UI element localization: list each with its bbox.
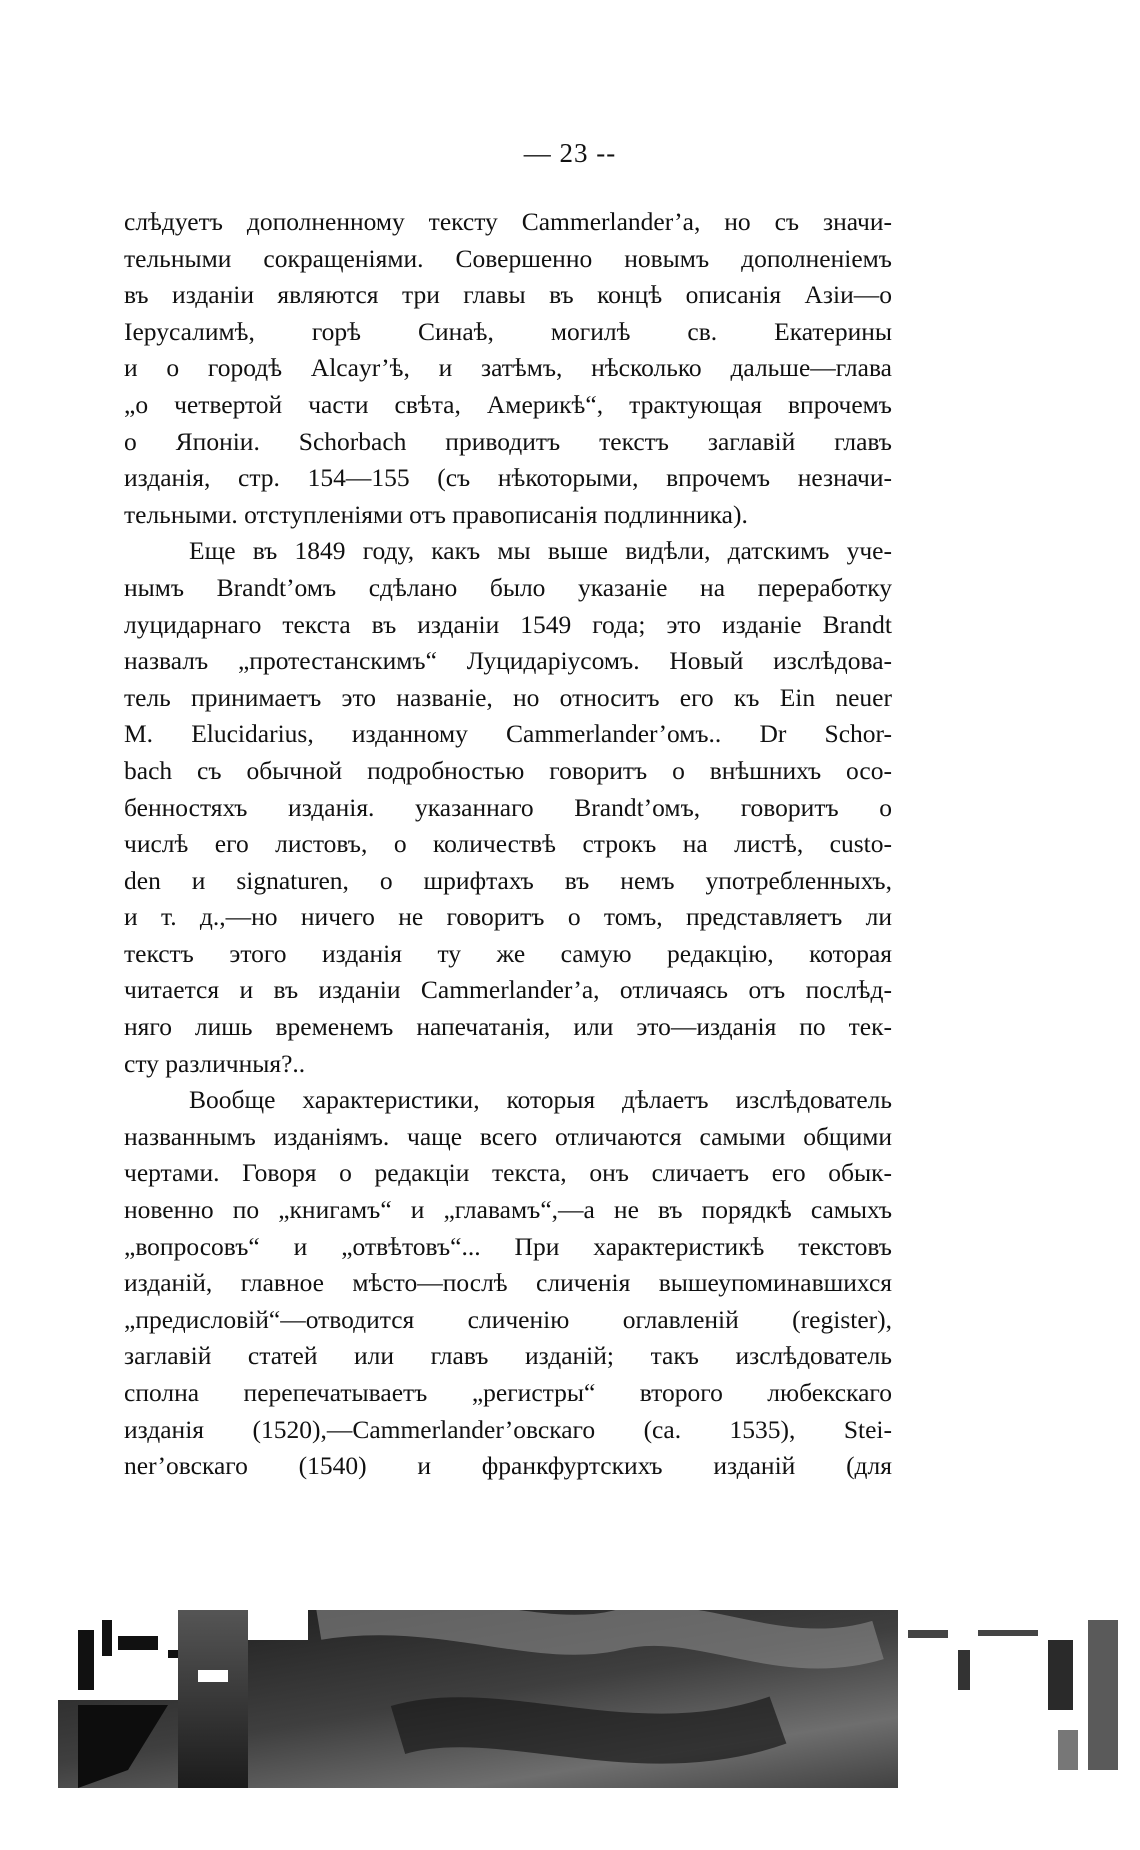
text-line: тельными сокращеніями. Совершенно новымъ дополненіемъ xyxy=(124,243,892,273)
text-line: заглавій статей или главъ изданій; такъ изслѣдователь xyxy=(124,1341,892,1371)
text-line: Еще въ 1849 году, какъ мы выше видѣли, датскимъ уче- xyxy=(189,536,892,566)
text-line: ner’овскаго (1540) и франкфуртскихъ изданій (для xyxy=(124,1451,892,1481)
text-line: въ изданіи являются три главы въ концѣ описанія Азіи—о xyxy=(124,280,892,310)
text-line: сполна перепечатываетъ „регистры“ второго любекскаго xyxy=(124,1378,892,1407)
text-line: „предисловій“—отводится сличенію оглавленій (register), xyxy=(124,1304,892,1334)
text-line: новенно по „книгамъ“ и „главамъ“,—а не въ порядкѣ самыхъ xyxy=(124,1195,892,1225)
text-line: изданія (1520),—Cammerlander’овскаго (ca. 1535), Stei- xyxy=(124,1414,892,1444)
text-line: „вопросовъ“ и „отвѣтовъ“... При характеристикѣ текстовъ xyxy=(124,1231,892,1261)
text-line: изданій, главное мѣсто—послѣ сличенія вышеупоминавшихся xyxy=(124,1268,892,1298)
text-line: M. Elucidarius, изданному Cammerlander’омъ.. Dr Schor- xyxy=(124,719,892,749)
text-line: названнымъ изданіямъ. чаще всего отличаются самыми общими xyxy=(124,1121,892,1151)
text-line: тельными. отступленіями отъ правописанія подлинника). xyxy=(124,499,748,529)
text-line: о Японіи. Schorbach приводитъ текстъ заглавій главъ xyxy=(124,426,892,456)
text-line: назвалъ „протестанскимъ“ Луцидаріусомъ. Новый изслѣдова- xyxy=(124,646,892,676)
text-line: и о городѣ Alcayr’ѣ, и затѣмъ, нѣсколько дальше—глава xyxy=(124,353,892,383)
text-line: изданія, стр. 154—155 (съ нѣкоторыми, впрочемъ незначи- xyxy=(124,463,892,493)
text-line: текстъ этого изданія ту же самую редакцію, которая xyxy=(124,938,892,968)
body-text xyxy=(124,204,892,1485)
text-line: „о четвертой части свѣта, Америкѣ“, трактующая впрочемъ xyxy=(124,389,892,419)
text-line: тель принимаетъ это названіе, но относитъ его къ Ein neuer xyxy=(124,682,892,712)
text-line: Іерусалимѣ, горѣ Синаѣ, могилѣ св. Екатерины xyxy=(124,316,892,346)
text-line: няго лишь временемъ напечатанія, или это—изданія по тек- xyxy=(124,1012,892,1042)
text-line: слѣдуетъ дополненному тексту Cammerlander’a, но съ значи- xyxy=(124,207,892,236)
text-line: и т. д.,—но ничего не говоритъ о томъ, представляетъ ли xyxy=(124,902,892,932)
text-line: числѣ его листовъ, о количествѣ строкъ на листѣ, custo- xyxy=(124,829,892,859)
text-line: бенностяхъ изданія. указаннаго Brandt’омъ, говоритъ о xyxy=(124,792,892,822)
page-number: — 23 -- xyxy=(523,138,617,168)
text-line: чертами. Говоря о редакціи текста, онъ сличаетъ его обык- xyxy=(124,1158,892,1188)
scan-artifact-image xyxy=(18,1610,1123,1788)
text-line: bach съ обычной подробностью говоритъ о внѣшнихъ осо- xyxy=(124,755,892,785)
text-line: нымъ Brandt’омъ сдѣлано было указаніе на переработку xyxy=(124,572,892,602)
text-line: луцидарнаго текста въ изданіи 1549 года; это изданіе Brandt xyxy=(124,609,892,639)
text-line: den и signaturen, о шрифтахъ въ немъ употребленныхъ, xyxy=(124,865,892,895)
text-line: сту различныя?.. xyxy=(124,1048,306,1078)
text-line: Вообще характеристики, которыя дѣлаетъ изслѣдователь xyxy=(189,1085,892,1115)
text-line: читается и въ изданіи Cammerlander’a, отличаясь отъ послѣд- xyxy=(124,975,892,1005)
